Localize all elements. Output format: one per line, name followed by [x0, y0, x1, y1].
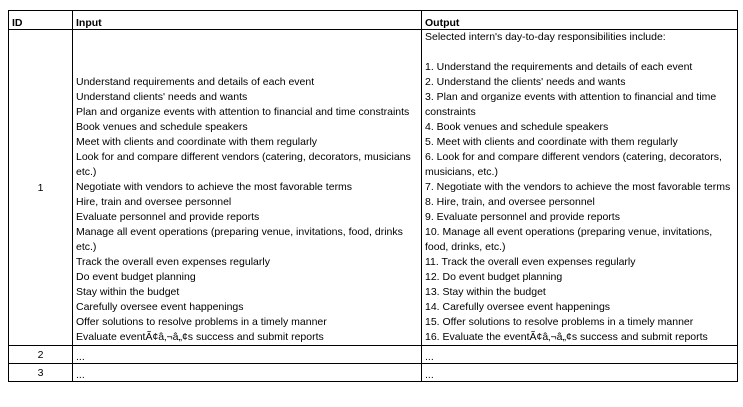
input-item: Hire, train and oversee personnel — [76, 196, 232, 208]
input-item: Negotiate with vendors to achieve the most favorable terms — [76, 181, 353, 193]
input-item: Manage all event operations (preparing venue, invitations, food, drinks etc.) — [76, 226, 403, 253]
table-row — [9, 346, 738, 364]
output-cell: ... — [422, 346, 738, 364]
output-cell: ... — [422, 364, 738, 382]
row-id: 2 — [9, 346, 73, 364]
input-cell: ... — [73, 346, 422, 364]
input-item: Plan and organize events with attention to financial and time constraints — [76, 106, 410, 118]
output-item: 2. Understand the clients' needs and wants — [425, 76, 626, 88]
output-item: 10. Manage all event operations (preparing venue, invitations, food, drinks, etc.) — [425, 226, 713, 253]
output-item: 7. Negotiate with the vendors to achieve the most favorable terms — [425, 181, 731, 193]
data-table — [8, 10, 738, 382]
header-input: Input — [73, 11, 422, 30]
output-item: 8. Hire, train, and oversee personnel — [425, 196, 595, 208]
output-list — [425, 30, 734, 345]
input-item: Understand clients' needs and wants — [76, 91, 248, 103]
input-item: Carefully oversee event happenings — [76, 301, 244, 313]
header-id: ID — [9, 11, 73, 30]
output-item: 13. Stay within the budget — [425, 286, 546, 298]
header-output: Output — [422, 11, 738, 30]
output-item: 6. Look for and compare different vendors (catering, decorators, musicians, etc.) — [425, 151, 722, 178]
row-id: 3 — [9, 364, 73, 382]
header-row — [9, 11, 738, 30]
output-item: 9. Evaluate personnel and provide reports — [425, 211, 620, 223]
output-item: 1. Understand the requirements and details of each event — [425, 61, 693, 73]
input-item: Evaluate eventÃ¢â‚¬â„¢s success and submit reports — [76, 331, 324, 343]
input-item: Look for and compare different vendors (catering, decorators, musicians etc.) — [76, 151, 411, 178]
input-cell — [73, 30, 422, 346]
table-row — [9, 30, 738, 346]
output-item: 14. Carefully oversee event happenings — [425, 301, 611, 313]
input-item: Book venues and schedule speakers — [76, 121, 248, 133]
output-item: 15. Offer solutions to resolve problems in a timely manner — [425, 316, 694, 328]
row-id: 1 — [9, 30, 73, 346]
input-item: Evaluate personnel and provide reports — [76, 211, 260, 223]
input-item: Track the overall even expenses regularly — [76, 256, 270, 268]
input-item: Do event budget planning — [76, 271, 196, 283]
input-cell: ... — [73, 364, 422, 382]
table-row — [9, 364, 738, 382]
output-intro: Selected intern's day-to-day responsibilities include: — [425, 31, 666, 43]
output-item: 5. Meet with clients and coordinate with them regularly — [425, 136, 678, 148]
input-list — [76, 45, 418, 345]
output-cell — [422, 30, 738, 346]
output-item: 16. Evaluate the eventÃ¢â‚¬â„¢s success and submit reports — [425, 331, 708, 343]
output-item: 3. Plan and organize events with attention to financial and time constraints — [425, 91, 717, 118]
output-item: 12. Do event budget planning — [425, 271, 563, 283]
input-item: Understand requirements and details of each event — [76, 76, 315, 88]
input-item: Stay within the budget — [76, 286, 180, 298]
output-item: 11. Track the overall even expenses regularly — [425, 256, 636, 268]
output-item: 4. Book venues and schedule speakers — [425, 121, 609, 133]
input-item: Offer solutions to resolve problems in a timely manner — [76, 316, 327, 328]
input-item: Meet with clients and coordinate with them regularly — [76, 136, 318, 148]
